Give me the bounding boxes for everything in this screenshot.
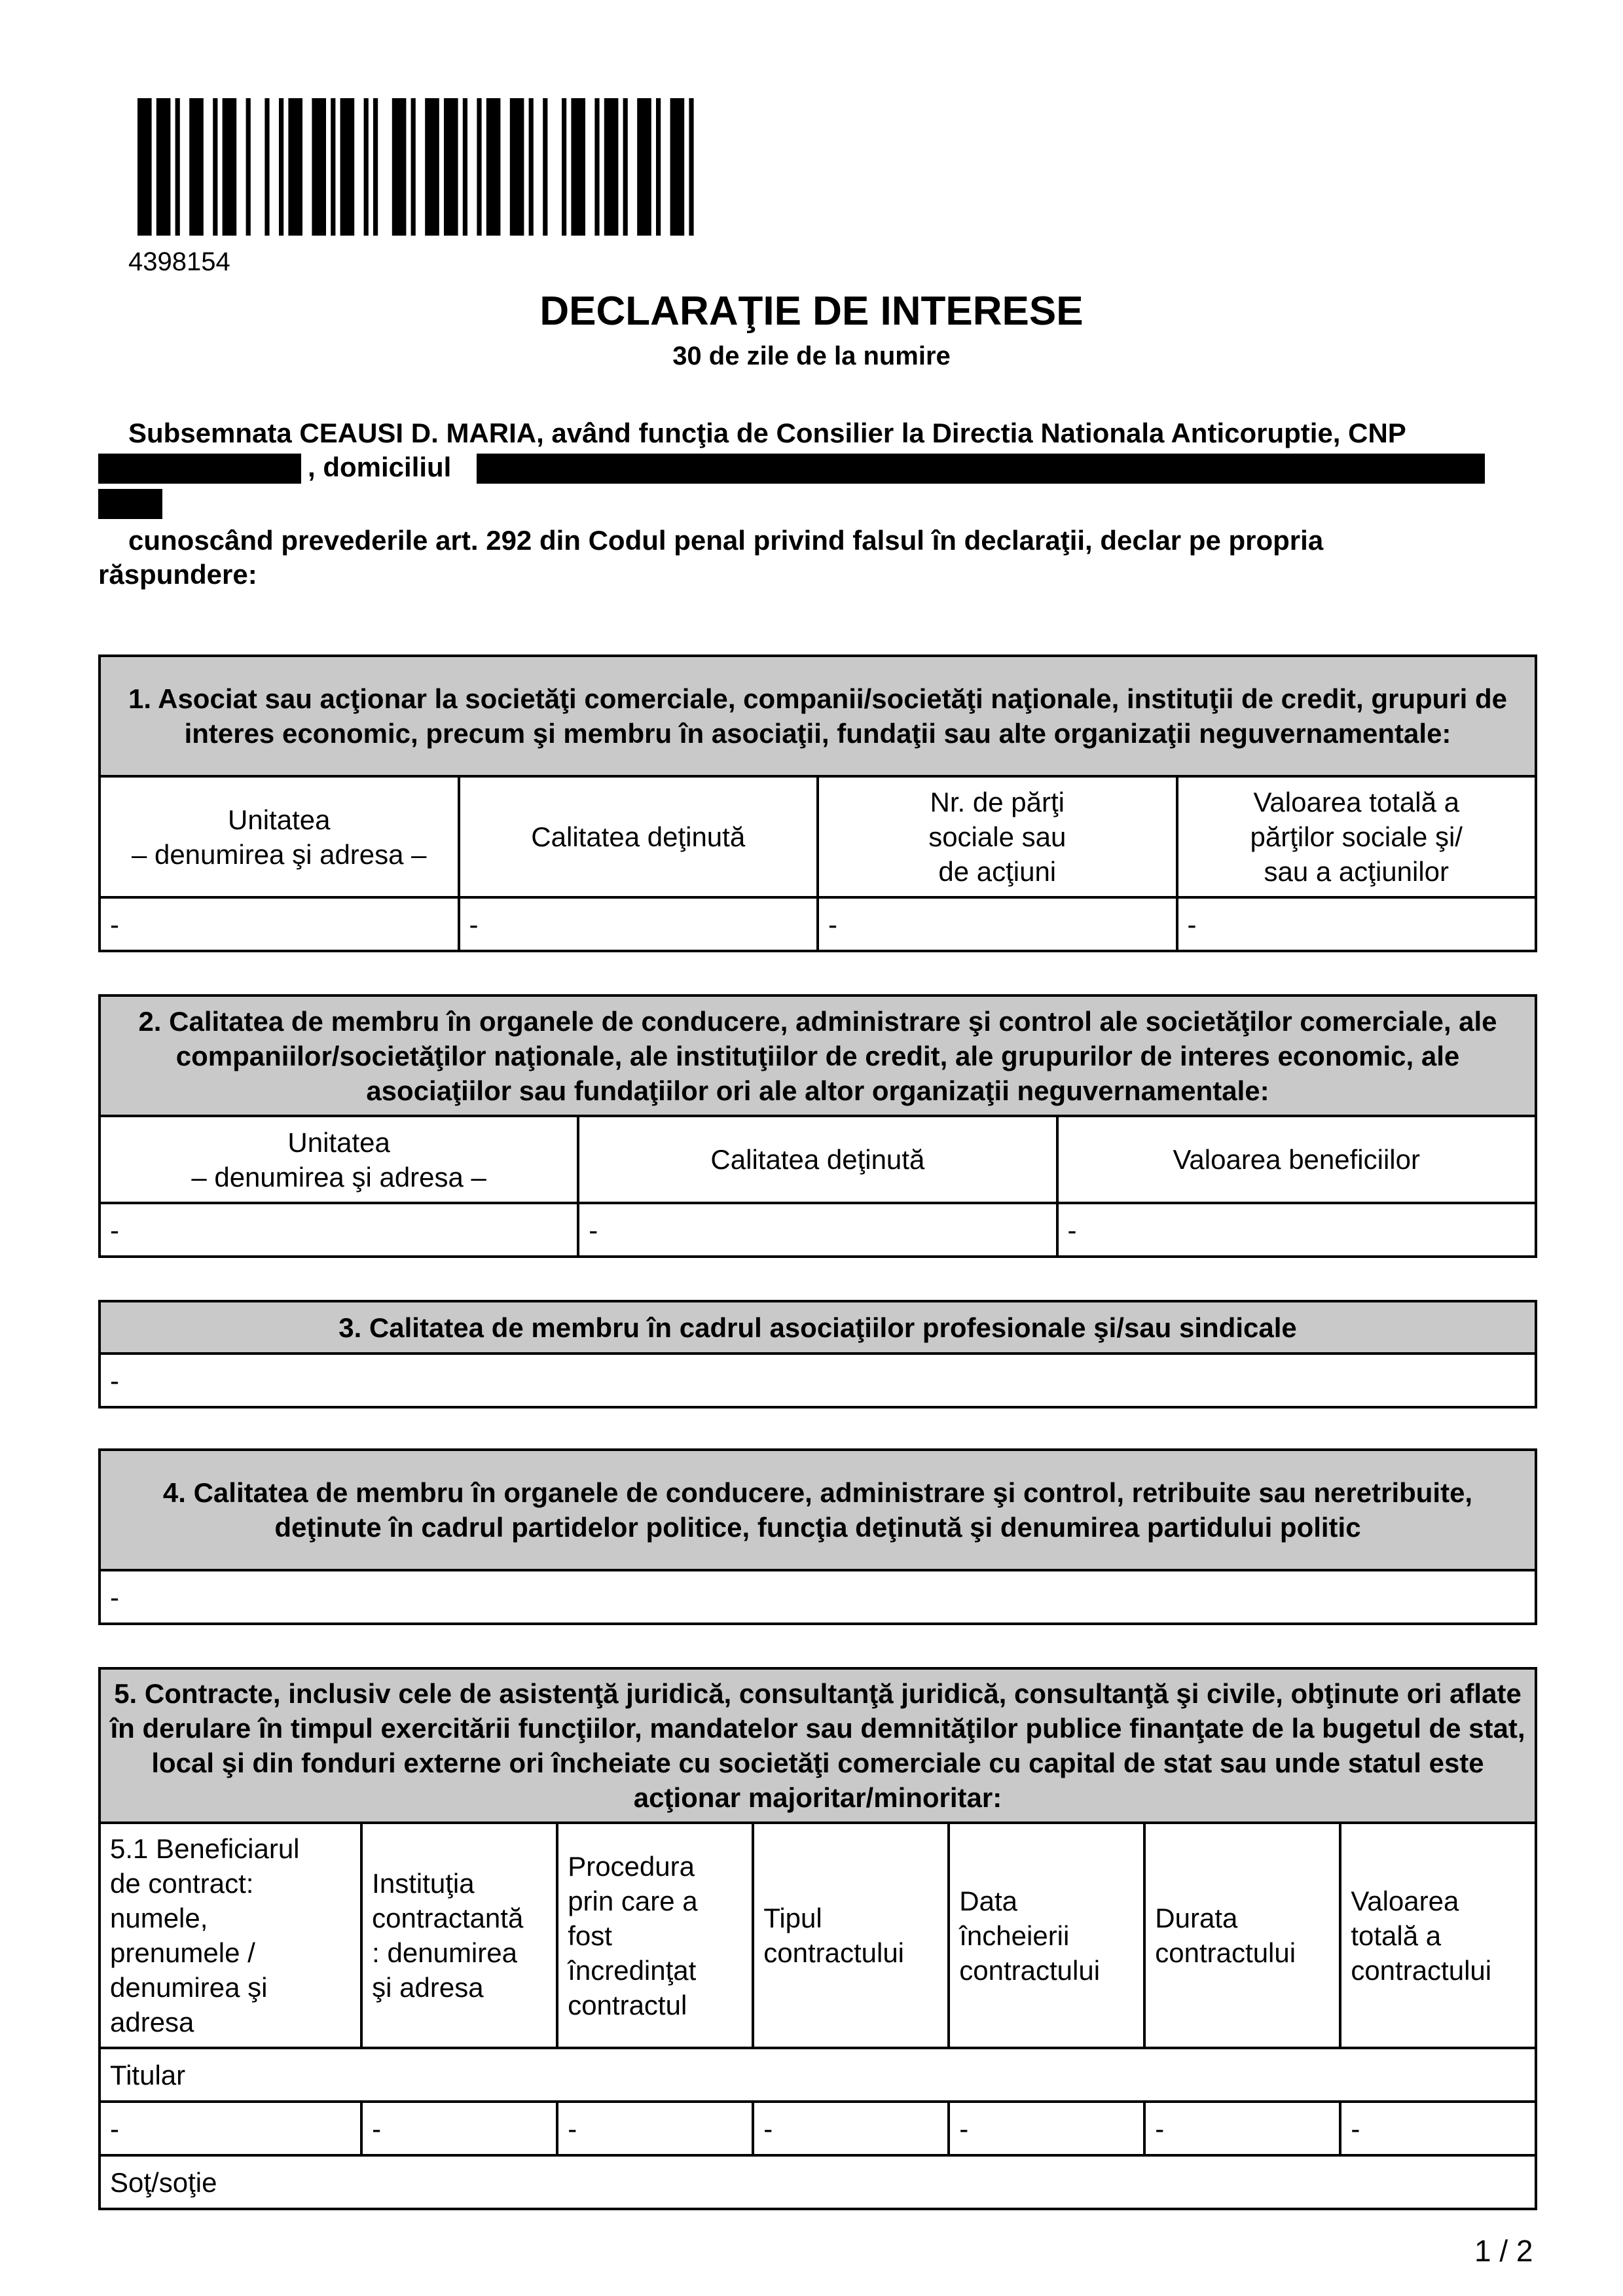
section-2-col-benefits: Valoarea beneficiilor <box>1057 1116 1537 1203</box>
section-1-cell: - <box>818 897 1177 951</box>
declaration-line-3: cunoscând prevederile art. 292 din Codul penal privind falsul în declaraţii, declar pe propria <box>128 525 1324 556</box>
section-1-col-value: Valoarea totală a părţilor sociale şi/ sau a acţiunilor <box>1177 776 1537 897</box>
barcode <box>137 98 881 236</box>
section-3-cell: - <box>100 1354 1536 1407</box>
section-5-table <box>98 1667 1537 2210</box>
section-2-cell: - <box>578 1203 1057 1257</box>
declaration-line-1: Subsemnata CEAUSI D. MARIA, având funcţia de Consilier la Directia Nationala Anticoruptie, CNP <box>128 418 1406 448</box>
declaration-domiciliu: , domiciliul <box>308 452 452 482</box>
section-2-cell: - <box>1057 1203 1537 1257</box>
section-5-col-duration: Durata contractului <box>1144 1823 1340 2048</box>
section-5-col-institution: Instituţia contractantă : denumirea şi adresa <box>361 1823 557 2048</box>
section-2-title: 2. Calitatea de membru în organele de conducere, administrare şi control ale societăţilor comerciale, ale companiilor/societăţilor naţionale, ale instituţiilor de credit, ale grupurilor de interes economic, ale asociaţiilor sau fundaţiilor ori ale altor organizaţii neguvernamentale: <box>100 996 1536 1116</box>
section-5-col-type: Tipul contractului <box>753 1823 949 2048</box>
section-4-cell: - <box>100 1570 1536 1624</box>
section-1-col-shares: Nr. de părţi sociale sau de acţiuni <box>818 776 1177 897</box>
section-3-table <box>98 1300 1537 1408</box>
section-4-title: 4. Calitatea de membru în organele de conducere, administrare şi control, retribuite sau neretribuite, deţinute în cadrul partidelor politice, funcţia deţinută şi denumirea partidului politic <box>100 1450 1536 1570</box>
section-5-cell: - <box>1340 2102 1536 2155</box>
redacted-address-continued <box>98 489 162 519</box>
section-1-table <box>98 655 1537 952</box>
barcode-number: 4398154 <box>128 247 230 276</box>
section-5-title: 5. Contracte, inclusiv cele de asistenţă juridică, consultanţă juridică, consultanţă şi civile, obţinute ori aflate în derulare în timpul exercitării funcţiilor, mandatelor sau demnităţilor publice finanţate de la bugetul de stat, local şi din fonduri externe ori încheiate cu societăţi comerciale cu capital de stat sau unde statul este acţionar majoritar/minoritar: <box>100 1668 1536 1823</box>
section-2-cell: - <box>100 1203 578 1257</box>
section-1-title: 1. Asociat sau acţionar la societăţi comerciale, companii/societăţi naţionale, instituţii de credit, grupuri de interes economic, precum şi membru în asociaţii, fundaţii sau alte organizaţii neguvernamentale: <box>100 656 1536 776</box>
redacted-cnp <box>98 454 301 484</box>
section-1-cell: - <box>1177 897 1537 951</box>
section-5-cell: - <box>361 2102 557 2155</box>
redacted-address <box>477 454 1485 484</box>
section-5-col-beneficiary: 5.1 Beneficiarul de contract: numele, prenumele / denumirea şi adresa <box>100 1823 361 2048</box>
section-2-col-unit: Unitatea – denumirea şi adresa – <box>100 1116 578 1203</box>
section-5-cell: - <box>557 2102 753 2155</box>
section-1-col-unit: Unitatea – denumirea şi adresa – <box>100 776 459 897</box>
declaration-line-4: răspundere: <box>98 559 257 590</box>
section-5-cell: - <box>949 2102 1144 2155</box>
document-subtitle: 30 de zile de la numire <box>672 342 951 370</box>
section-5-titular-label: Titular <box>100 2048 1536 2102</box>
document-title: DECLARAŢIE DE INTERESE <box>539 289 1084 334</box>
section-4-table <box>98 1448 1537 1625</box>
section-1-col-quality: Calitatea deţinută <box>459 776 818 897</box>
section-5-cell: - <box>100 2102 361 2155</box>
section-1-cell: - <box>100 897 459 951</box>
section-5-cell: - <box>753 2102 949 2155</box>
section-5-col-procedure: Procedura prin care a fost încredinţat contractul <box>557 1823 753 2048</box>
page-number: 1 / 2 <box>1474 2234 1533 2268</box>
section-2-table <box>98 994 1537 1258</box>
section-5-col-value: Valoarea totală a contractului <box>1340 1823 1536 2048</box>
section-5-spouse-label: Soţ/soţie <box>100 2155 1536 2209</box>
section-2-col-quality: Calitatea deţinută <box>578 1116 1057 1203</box>
section-1-cell: - <box>459 897 818 951</box>
section-5-col-date: Data încheierii contractului <box>949 1823 1144 2048</box>
section-5-cell: - <box>1144 2102 1340 2155</box>
section-3-title: 3. Calitatea de membru în cadrul asociaţiilor profesionale şi/sau sindicale <box>100 1301 1536 1354</box>
